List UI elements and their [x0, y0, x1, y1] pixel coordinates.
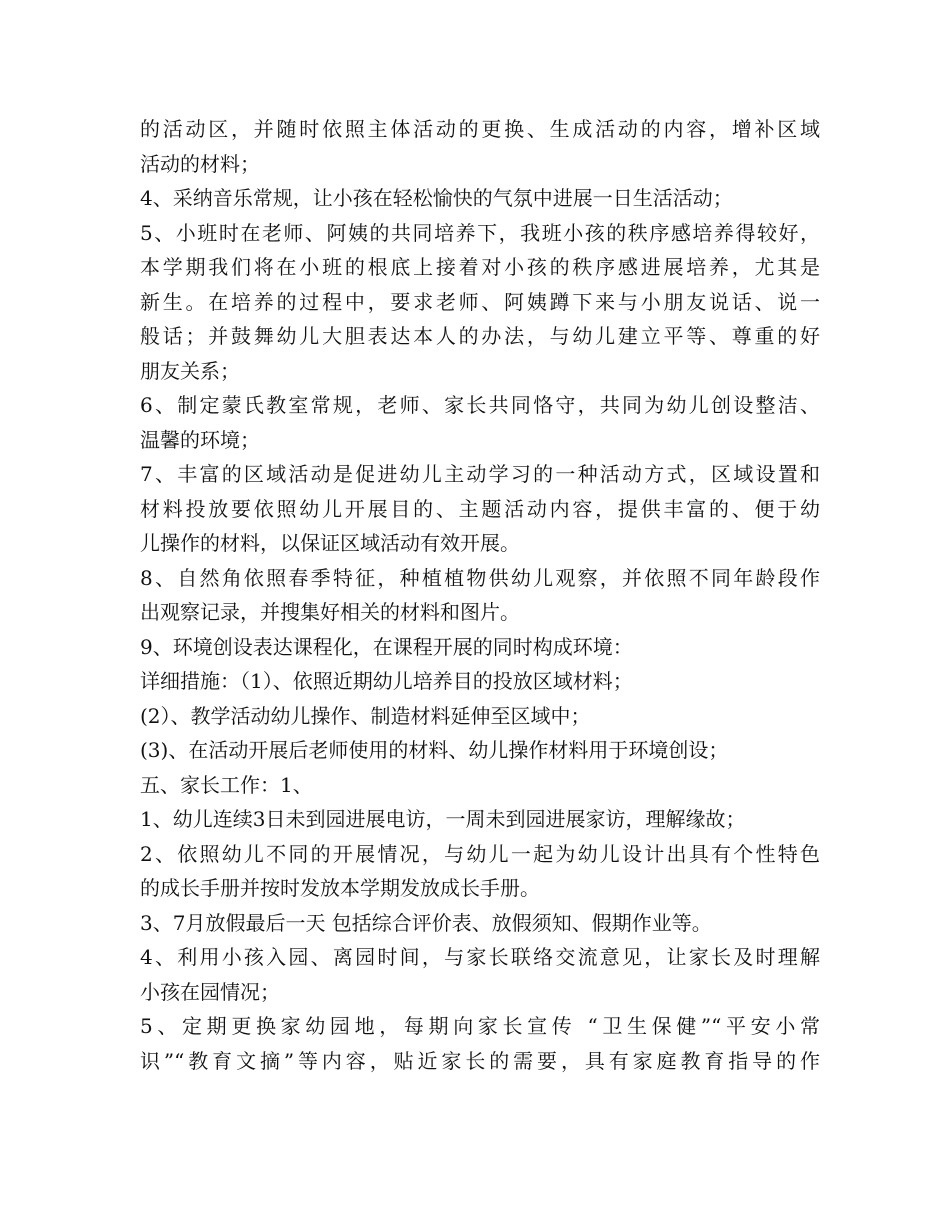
text-line: 材料投放要依照幼儿开展目的、主题活动内容，提供丰富的、便于幼 [140, 496, 820, 521]
text-line: 5、定期更换家幼园地，每期向家长宣传 “卫生保健”“平安小常 [140, 1014, 820, 1038]
text-line: 2、依照幼儿不同的开展情况，与幼儿一起为幼儿设计出具有个性特色 [140, 841, 820, 866]
text-line: 5、小班时在老师、阿姨的共同培养下，我班小孩的秩序感培养得较好， [140, 220, 820, 245]
text-line: 小孩在园情况； [140, 979, 280, 1004]
text-line: 详细措施：（1）、依照近期幼儿培养目的投放区域材料； [140, 669, 633, 693]
text-line: 新生。在培养的过程中，要求老师、阿姨蹲下来与小朋友说话、说一 [140, 289, 820, 314]
text-line: 儿操作的材料，以保证区域活动有效开展。 [140, 531, 520, 555]
text-line: 温馨的环境； [140, 427, 260, 452]
text-line: 活动的材料； [140, 151, 260, 176]
document-body [140, 112, 820, 1078]
text-line: 出观察记录，并搜集好相关的材料和图片。 [140, 600, 520, 624]
text-line: 本学期我们将在小班的根底上接着对小孩的秩序感进展培养，尤其是 [140, 255, 820, 279]
text-line: 6、制定蒙氏教室常规，老师、家长共同恪守，共同为幼儿创设整洁、 [140, 393, 820, 417]
text-line: 识”“教育文摘”等内容，贴近家长的需要，具有家庭教育指导的作 [140, 1048, 820, 1073]
text-line: 3、7月放假最后一天 包括综合评价表、放假须知、假期作业等。 [140, 910, 712, 935]
text-line: 五、家长工作：1、 [140, 772, 313, 797]
text-line: 4、利用小孩入园、离园时间，与家长联络交流意见，让家长及时理解 [140, 945, 820, 969]
text-line: 9、环境创设表达课程化，在课程开展的同时构成环境： [140, 634, 633, 659]
text-line: 般话；并鼓舞幼儿大胆表达本人的办法，与幼儿建立平等、尊重的好 [140, 324, 820, 348]
text-line: (2）、教学活动幼儿操作、制造材料延伸至区域中； [140, 703, 591, 728]
text-line: 的活动区，并随时依照主体活动的更换、生成活动的内容，增补区域 [140, 117, 820, 141]
text-line: 的成长手册并按时发放本学期发放成长手册。 [140, 876, 540, 900]
text-line: 8、自然角依照春季特征，种植植物供幼儿观察，并依照不同年龄段作 [140, 565, 820, 590]
text-line: (3)、在活动开展后老师使用的材料、幼儿操作材料用于环境创设； [140, 738, 729, 762]
text-line: 朋友关系； [140, 358, 240, 383]
text-line: 7、丰富的区域活动是促进幼儿主动学习的一种活动方式，区域设置和 [140, 462, 820, 486]
text-line: 1、幼儿连续3日未到园进展电访，一周未到园进展家访，理解缘故； [140, 807, 746, 831]
text-line: 4、采纳音乐常规，让小孩在轻松愉快的气氛中进展一日生活活动； [140, 186, 733, 210]
